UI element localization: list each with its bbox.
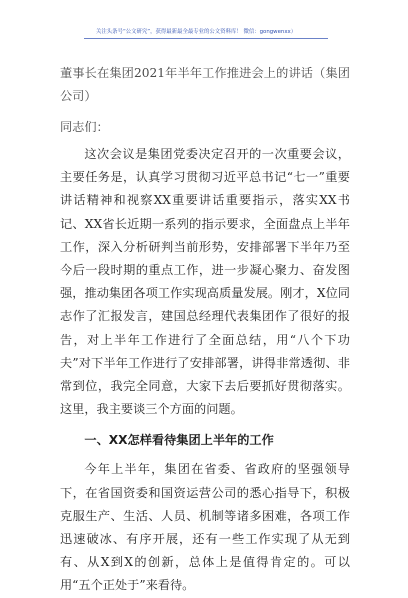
document-body [60, 62, 350, 598]
section-heading: 一、XX怎样看待集团上半年的工作 [84, 433, 274, 448]
body-paragraph: 今年上半年，集团在省委、省政府的坚强领导下，在省国资委和国资运营公司的悉心指导下，积极克服生产、生活、人员、机制等诸多困难，各项工作迅速破冰、有序开展，还有一些工作实现了从无到有、从X到X的创新，总体上是值得肯定的。可以用“五个正处于”来看待。 [60, 462, 350, 593]
header-divider [84, 38, 328, 39]
salutation: 同志们： [60, 120, 109, 134]
body-paragraph: 这次会议是集团党委决定召开的一次重要会议，主要任务是，认真学习贯彻习近平总书记“七一”重要讲话精神和视察XX重要讲话重要指示，落实XX书记、XX省长近期一系列的指示要求，全面盘点上半年工作，深入分析研判当前形势，安排部署下半年乃至今后一段时期的重点工作，进一步凝心聚力、奋发图强，推动集团各项工作实现高质量发展。刚才，X位同志作了汇报发言，建国总经理代表集团作了很好的报告，对上半年工作进行了全面总结，用“八个下功夫”对下半年工作进行了安排部署，讲得非常透彻、非常到位，我完全同意，大家下去后要抓好贯彻落实。这里，我主要谈三个方面的问题。 [60, 147, 350, 417]
document-title: 董事长在集团2021年半年工作推进会上的讲话（集团公司） [60, 66, 350, 103]
header-watermark: 关注头条号“公文研究”，获得最新最全最专业的公文资料库！ 微信：gongwenxx） [96, 29, 297, 35]
